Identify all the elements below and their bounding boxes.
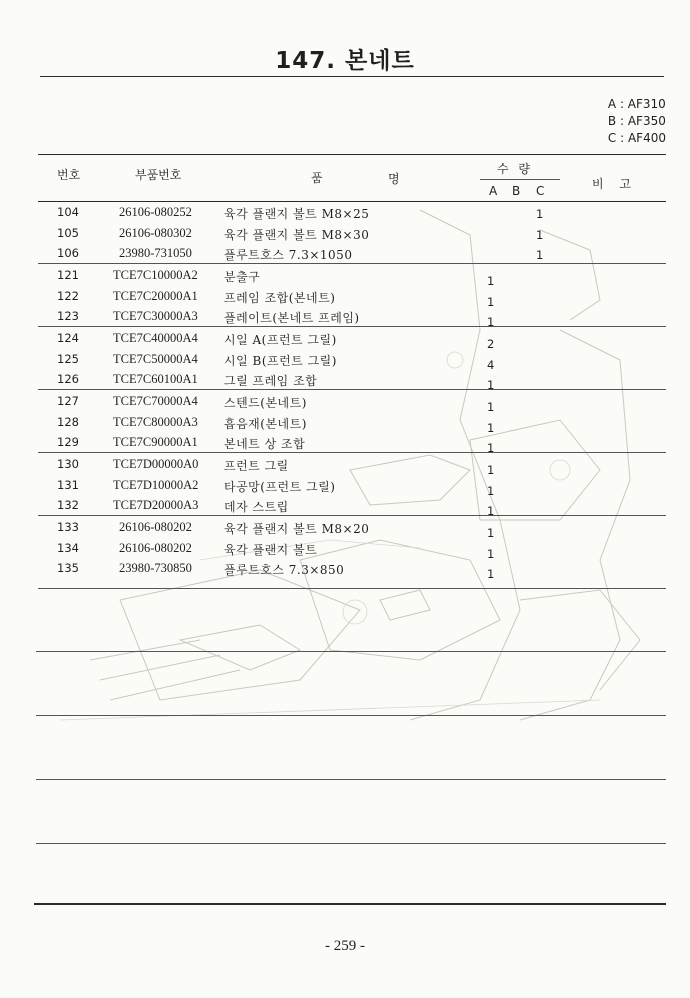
title-rule xyxy=(40,76,664,77)
group-divider xyxy=(38,452,666,453)
row-number: 105 xyxy=(57,225,79,240)
row-number: 124 xyxy=(57,331,79,345)
row-part-number: 26106-080202 xyxy=(119,520,192,534)
row-qty-a: 1 xyxy=(487,315,495,329)
row-qty-c: 1 xyxy=(536,227,544,242)
header-no: 번호 xyxy=(57,168,81,182)
row-part-number: TCE7C50000A4 xyxy=(113,351,198,366)
row-part-name: 육각 플랜지 볼트 xyxy=(224,542,318,557)
legend-item-a: A : AF310 xyxy=(607,97,666,111)
row-number: 131 xyxy=(57,477,79,492)
row-qty-a: 1 xyxy=(487,294,495,309)
row-part-number: TCE7D00000A0 xyxy=(113,457,199,471)
row-part-name: 타공망(프런트 그릴) xyxy=(224,479,336,494)
row-part-number: TCE7C60100A1 xyxy=(113,372,198,386)
row-number: 123 xyxy=(57,309,79,323)
row-part-number: 26106-080302 xyxy=(119,225,192,240)
group-divider xyxy=(38,263,666,264)
row-number: 132 xyxy=(57,498,79,512)
row-part-number: TCE7C70000A4 xyxy=(113,394,198,408)
row-part-name: 흡음재(본네트) xyxy=(224,416,307,431)
header-remark: 비 고 xyxy=(592,177,637,191)
row-qty-a: 1 xyxy=(487,546,495,561)
row-number: 133 xyxy=(57,520,79,534)
row-part-name: 플루트호스 7.3×850 xyxy=(224,563,345,577)
row-qty-a: 1 xyxy=(487,274,495,288)
row-qty-c: 1 xyxy=(536,248,544,262)
row-qty-a: 1 xyxy=(487,463,495,477)
blank-row-rule xyxy=(36,715,666,716)
row-part-number: 23980-730850 xyxy=(119,561,192,575)
row-qty-c: 1 xyxy=(536,207,544,221)
row-part-name: 분출구 xyxy=(224,270,261,284)
row-number: 106 xyxy=(57,246,79,260)
row-part-name: 시일 A(프런트 그릴) xyxy=(224,333,337,347)
row-number: 125 xyxy=(57,351,79,366)
row-part-name: 시일 B(프런트 그릴) xyxy=(224,353,337,368)
row-qty-a: 4 xyxy=(487,357,495,372)
row-part-name: 데자 스트립 xyxy=(224,500,289,514)
table-top-rule xyxy=(38,154,666,155)
row-part-name: 그릴 프레임 조합 xyxy=(224,374,318,388)
row-part-number: TCE7C40000A4 xyxy=(113,331,198,345)
row-part-number: TCE7D10000A2 xyxy=(113,477,199,492)
row-qty-a: 2 xyxy=(487,337,495,351)
row-part-number: 26106-080252 xyxy=(119,205,192,219)
group-divider xyxy=(38,326,666,327)
header-qty-a: A xyxy=(489,184,498,198)
row-number: 104 xyxy=(57,205,79,219)
row-part-name: 플레이트(본네트 프레임) xyxy=(224,311,360,325)
row-qty-a: 1 xyxy=(487,441,495,455)
row-part-name: 육각 플랜지 볼트 M8×25 xyxy=(224,207,370,221)
row-number: 129 xyxy=(57,435,79,449)
row-qty-a: 1 xyxy=(487,378,495,392)
row-qty-a: 1 xyxy=(487,420,495,435)
row-part-number: TCE7D20000A3 xyxy=(113,498,199,512)
row-number: 128 xyxy=(57,414,79,429)
row-number: 126 xyxy=(57,372,79,386)
row-part-number: TCE7C90000A1 xyxy=(113,435,198,449)
bottom-rule xyxy=(34,903,666,905)
legend-item-c: C : AF400 xyxy=(607,131,666,145)
group-divider xyxy=(38,389,666,390)
group-divider xyxy=(38,515,666,516)
model-legend xyxy=(608,96,666,147)
row-number: 134 xyxy=(57,540,79,555)
row-part-name: 스텐드(본네트) xyxy=(224,396,307,410)
row-part-name: 프레임 조합(본네트) xyxy=(224,290,336,305)
row-part-name: 프런트 그릴 xyxy=(224,459,289,473)
header-bottom-rule xyxy=(38,201,666,202)
header-qty-c: C xyxy=(536,184,545,198)
page-number: - 259 - xyxy=(325,938,365,954)
row-number: 121 xyxy=(57,268,79,282)
blank-row-rule xyxy=(36,651,666,652)
row-qty-a: 1 xyxy=(487,483,495,498)
table-end-rule xyxy=(38,588,666,589)
row-number: 135 xyxy=(57,561,79,575)
row-part-number: 26106-080202 xyxy=(119,540,192,555)
row-part-number: TCE7C20000A1 xyxy=(113,288,198,303)
header-qty-b: B xyxy=(512,184,521,198)
header-name-1: 품 xyxy=(311,171,323,185)
qty-header-divider xyxy=(480,179,560,180)
row-number: 127 xyxy=(57,394,79,408)
header-part-no: 부품번호 xyxy=(135,168,182,182)
row-part-number: 23980-731050 xyxy=(119,246,192,260)
row-part-name: 육각 플랜지 볼트 M8×30 xyxy=(224,227,370,242)
row-qty-a: 1 xyxy=(487,526,495,540)
row-part-number: TCE7C30000A3 xyxy=(113,309,198,323)
row-number: 122 xyxy=(57,288,79,303)
legend-item-b: B : AF350 xyxy=(607,114,666,128)
row-part-number: TCE7C80000A3 xyxy=(113,414,198,429)
row-part-number: TCE7C10000A2 xyxy=(113,268,198,282)
row-part-name: 플루트호스 7.3×1050 xyxy=(224,248,353,262)
row-qty-a: 1 xyxy=(487,567,495,581)
page-title: 147. 본네트 xyxy=(275,48,415,74)
row-qty-a: 1 xyxy=(487,400,495,414)
row-number: 130 xyxy=(57,457,79,471)
header-name-2: 명 xyxy=(388,172,400,186)
header-qty: 수 량 xyxy=(497,162,533,176)
blank-row-rule xyxy=(36,779,666,780)
row-part-name: 본네트 상 조합 xyxy=(224,437,306,451)
row-part-name: 육각 플랜지 볼트 M8×20 xyxy=(224,522,370,536)
blank-row-rule xyxy=(36,843,666,844)
row-qty-a: 1 xyxy=(487,504,495,518)
